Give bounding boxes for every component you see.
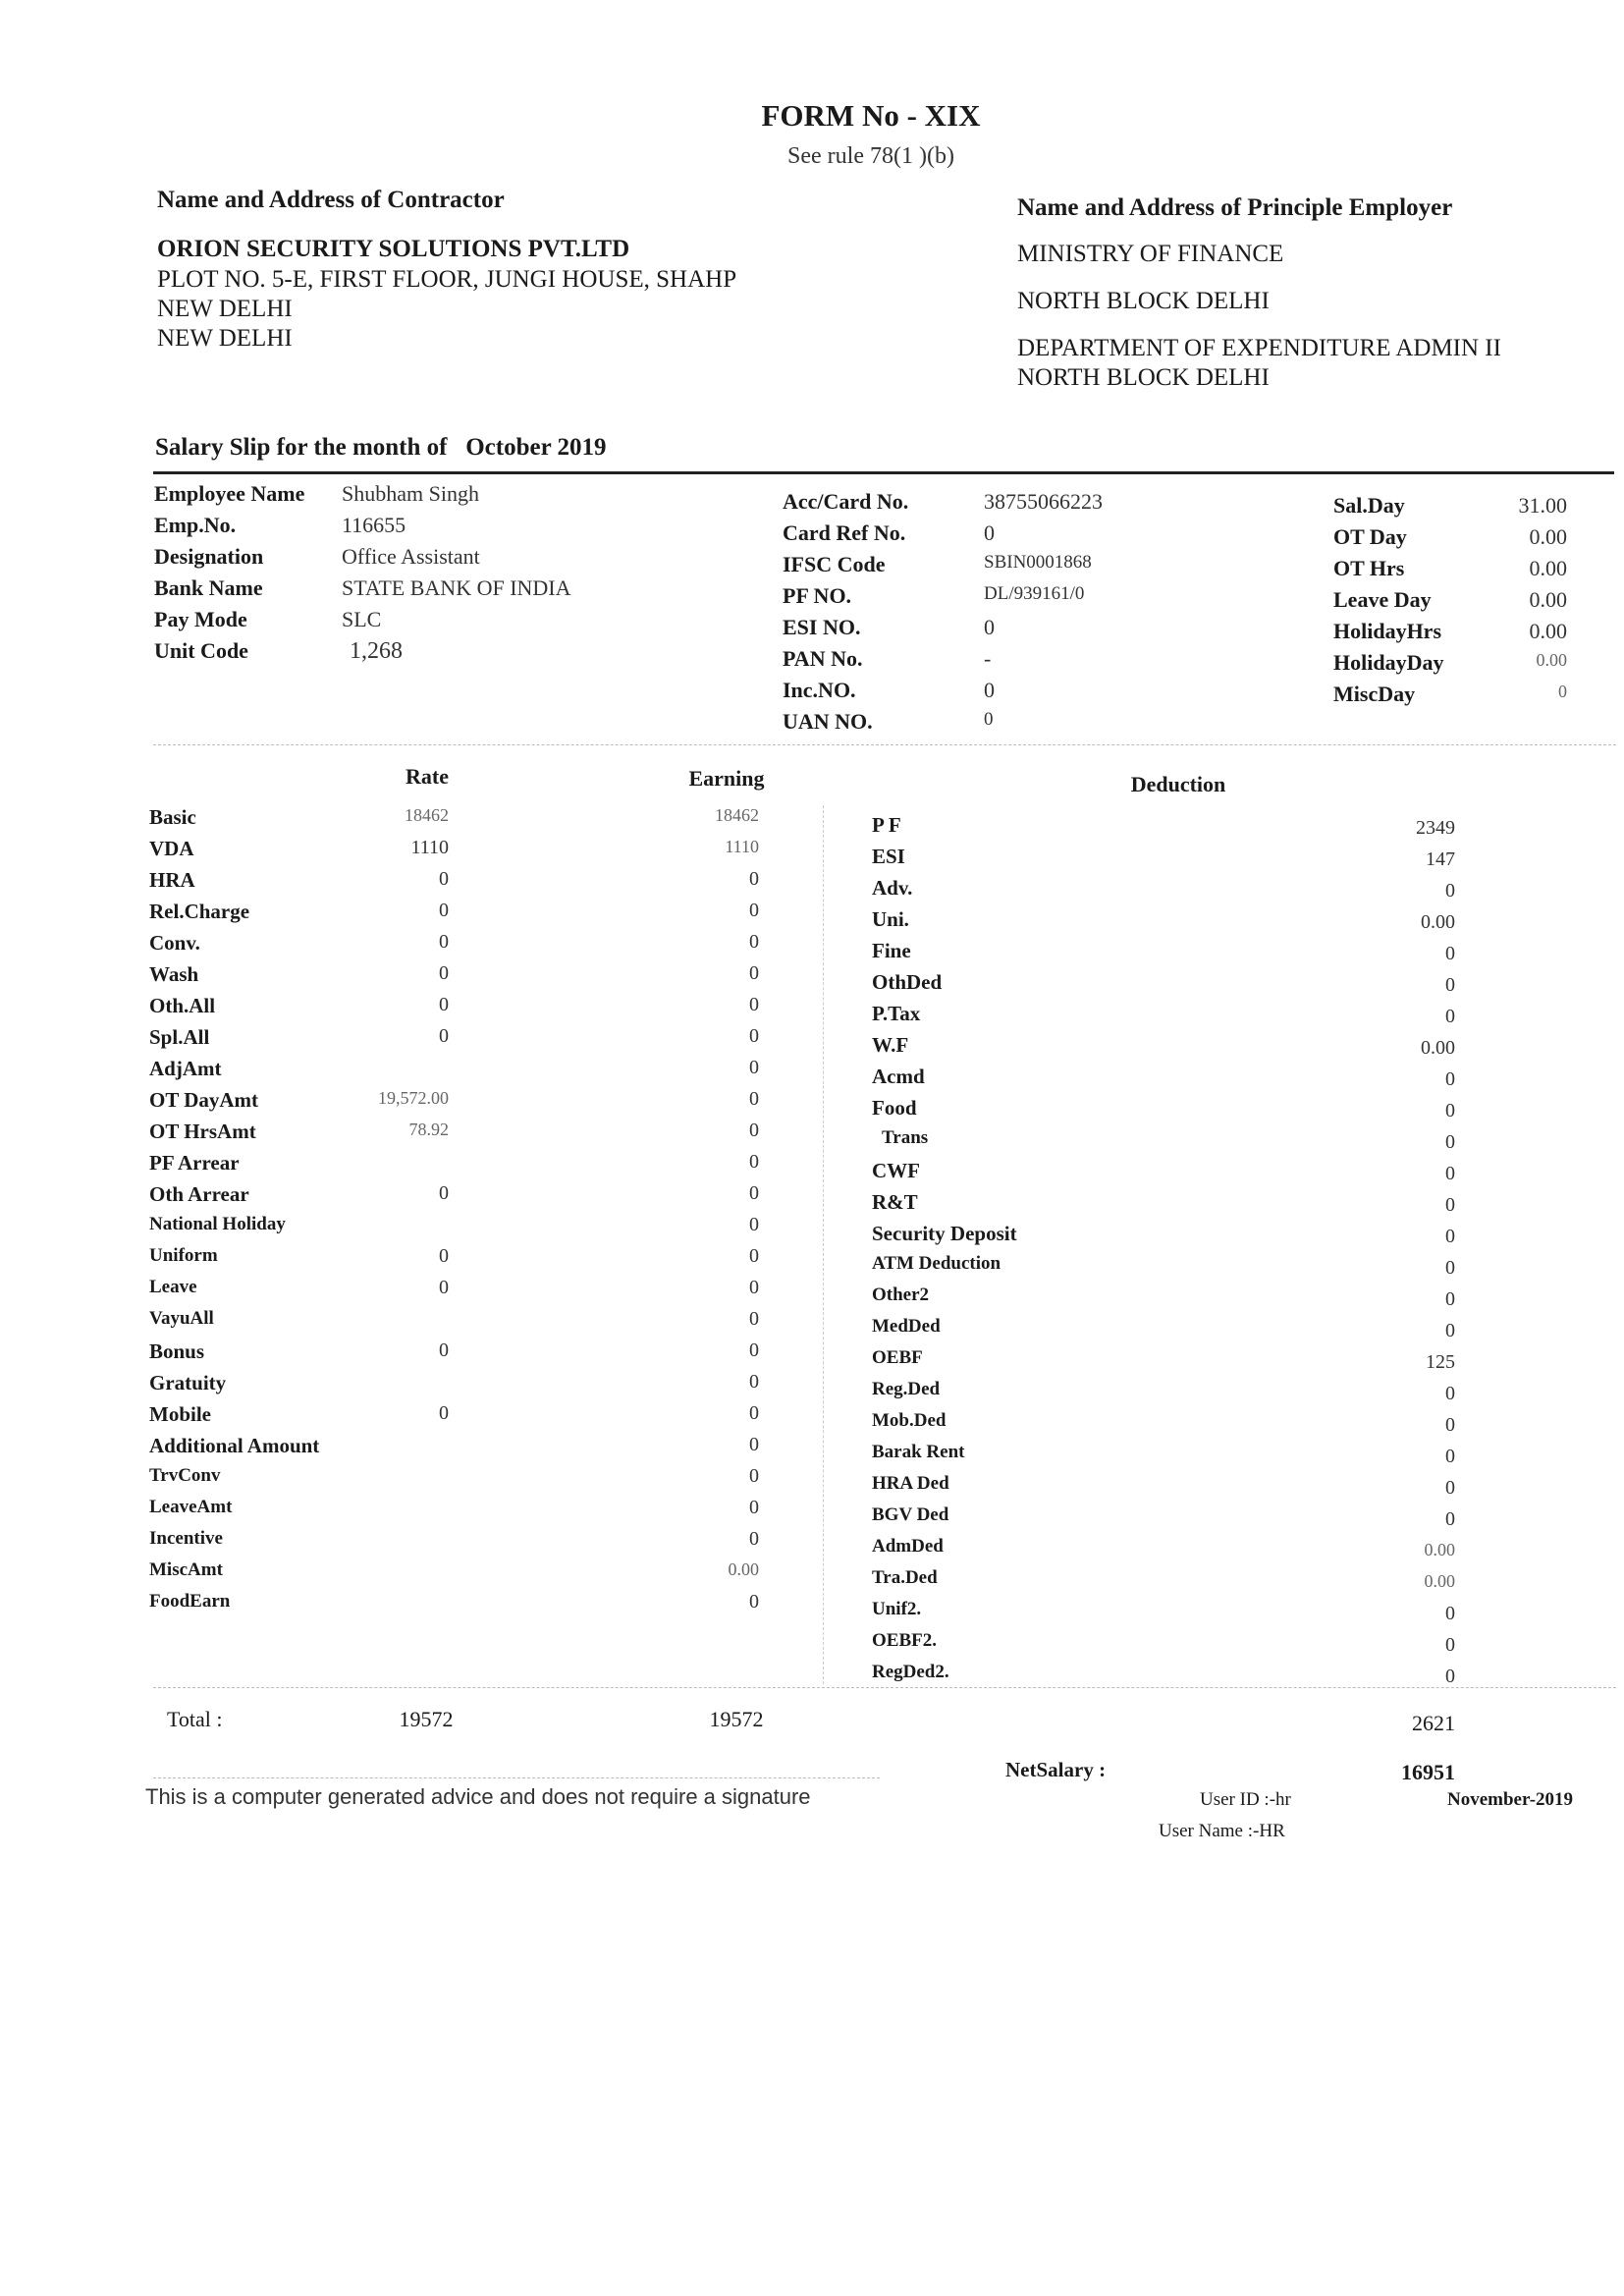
sal-day-value: 31.00 (1518, 493, 1567, 518)
earning-label: Oth.All (149, 994, 216, 1017)
earning-label: PF Arrear (149, 1151, 240, 1175)
earning-amount: 0 (749, 1497, 759, 1518)
deduction-label: BGV Ded (872, 1504, 949, 1525)
earning-label: Uniform (149, 1245, 218, 1266)
pay-mode-label: Pay Mode (154, 607, 247, 631)
section-divider (153, 744, 1616, 745)
earning-rate: 0 (439, 931, 449, 953)
earning-label: Wash (149, 962, 199, 986)
slip-divider (153, 471, 1614, 474)
principal-employer-line: MINISTRY OF FINANCE (1017, 241, 1284, 267)
earning-label: FoodEarn (149, 1591, 231, 1612)
leave-day-label: Leave Day (1333, 587, 1432, 612)
deduction-label: R&T (872, 1190, 918, 1214)
net-salary-value: 16951 (1401, 1760, 1455, 1784)
deduction-label: AdmDed (872, 1536, 944, 1557)
earning-amount: 0 (749, 1151, 759, 1173)
earning-label: TrvConv (149, 1465, 221, 1486)
earning-label: OT DayAmt (149, 1088, 259, 1112)
ifsc-code-label: IFSC Code (783, 552, 886, 576)
sal-day-label: Sal.Day (1333, 493, 1405, 518)
deduction-label: Uni. (872, 907, 909, 931)
employee-name-label: Employee Name (154, 481, 305, 506)
deduction-amount: 0 (1445, 1006, 1455, 1027)
deduction-amount: 0 (1445, 880, 1455, 902)
deduction-label: MedDed (872, 1316, 941, 1337)
earning-rate: 1110 (410, 837, 449, 858)
card-ref-no-value: 0 (984, 520, 995, 545)
deduction-label: Fine (872, 939, 911, 962)
earning-rate: 0 (439, 994, 449, 1015)
emp-no-label: Emp.No. (154, 513, 237, 537)
deduction-amount: 0 (1445, 974, 1455, 996)
card-ref-no-label: Card Ref No. (783, 520, 906, 545)
deduction-amount: 0 (1445, 1100, 1455, 1121)
earning-label: Additional Amount (149, 1434, 320, 1457)
deduction-amount: 0 (1445, 1068, 1455, 1090)
rate-column-header: Rate (406, 764, 449, 789)
inc-no-value: 0 (984, 678, 995, 702)
deduction-label: Security Deposit (872, 1222, 1017, 1245)
uan-no-value: 0 (984, 709, 994, 730)
deduction-amount: 0 (1445, 1383, 1455, 1404)
deduction-label: OthDed (872, 970, 943, 994)
leave-day-value: 0.00 (1529, 587, 1567, 612)
principal-employer-line: NORTH BLOCK DELHI (1017, 364, 1270, 391)
earning-rate: 0 (439, 1339, 449, 1361)
pan-no-label: PAN No. (783, 646, 863, 671)
footer-date: November-2019 (1447, 1789, 1574, 1810)
ot-hrs-label: OT Hrs (1333, 556, 1405, 580)
user-name: User Name :-HR (1159, 1821, 1285, 1841)
deduction-label: Adv. (872, 876, 913, 900)
earning-amount: 0 (749, 931, 759, 953)
user-id: User ID :-hr (1200, 1789, 1291, 1810)
earning-amount: 18462 (715, 805, 759, 825)
earning-amount: 0 (749, 1120, 759, 1141)
earning-amount: 0 (749, 1182, 759, 1204)
holiday-hrs-value: 0.00 (1529, 619, 1567, 643)
designation-label: Designation (154, 544, 264, 569)
earning-amount: 0 (749, 1245, 759, 1267)
ot-day-label: OT Day (1333, 524, 1407, 549)
earning-rate: 19,572.00 (378, 1088, 449, 1108)
holiday-day-label: HolidayDay (1333, 650, 1444, 675)
contractor-name: ORION SECURITY SOLUTIONS PVT.LTD (157, 236, 630, 262)
earning-column-header: Earning (688, 766, 765, 791)
deduction-amount: 147 (1426, 848, 1455, 870)
earning-rate: 18462 (405, 805, 449, 825)
column-separator (823, 805, 824, 1684)
acc-card-no-value: 38755066223 (984, 489, 1103, 514)
unit-code-label: Unit Code (154, 638, 248, 663)
footer-divider (153, 1777, 880, 1778)
deduction-label: ATM Deduction (872, 1253, 1001, 1274)
earning-amount: 0 (749, 1434, 759, 1455)
deduction-amount: 0.00 (1421, 1037, 1455, 1059)
earning-label: Incentive (149, 1528, 223, 1549)
bank-name-value: STATE BANK OF INDIA (342, 575, 571, 600)
deduction-label: Trans (882, 1127, 929, 1148)
deduction-amount: 0 (1445, 1446, 1455, 1467)
earning-label: Conv. (149, 931, 200, 955)
slip-title (155, 434, 607, 462)
earning-amount: 0 (749, 1088, 759, 1110)
deduction-amount: 0.00 (1424, 1571, 1455, 1591)
misc-day-value: 0 (1558, 682, 1567, 701)
ot-day-value: 0.00 (1529, 524, 1567, 549)
principal-employer-line: NORTH BLOCK DELHI (1017, 288, 1270, 314)
contractor-address-line: NEW DELHI (157, 325, 293, 352)
earning-rate: 0 (439, 1025, 449, 1047)
earning-label: LeaveAmt (149, 1497, 233, 1517)
principal-employer-label: Name and Address of Principle Employer (1017, 194, 1453, 221)
earning-amount: 0 (749, 962, 759, 984)
deduction-label: RegDed2. (872, 1662, 949, 1682)
earning-amount: 0 (749, 1528, 759, 1550)
form-title: FORM No - XIX (761, 98, 981, 133)
deduction-label: W.F (872, 1033, 909, 1057)
pan-no-value: - (984, 646, 992, 671)
earning-amount: 0 (749, 1057, 759, 1078)
unit-code-value: 1,268 (350, 638, 403, 664)
deduction-label: HRA Ded (872, 1473, 949, 1494)
deduction-label: Tra.Ded (872, 1567, 938, 1588)
earning-amount: 0 (749, 1025, 759, 1047)
deduction-label: Mob.Ded (872, 1410, 947, 1431)
deduction-amount: 0 (1445, 1257, 1455, 1279)
deduction-label: Reg.Ded (872, 1379, 941, 1399)
deduction-amount: 2349 (1416, 817, 1455, 839)
emp-no-value: 116655 (342, 513, 406, 537)
pf-no-value: DL/939161/0 (984, 583, 1085, 604)
earning-amount: 0 (749, 1465, 759, 1487)
bank-name-label: Bank Name (154, 575, 263, 600)
earning-amount: 0 (749, 868, 759, 890)
earning-rate: 0 (439, 1245, 449, 1267)
deduction-label: Unif2. (872, 1599, 922, 1619)
deduction-amount: 0 (1445, 943, 1455, 964)
misc-day-label: MiscDay (1333, 682, 1416, 706)
earning-label: VayuAll (149, 1308, 214, 1329)
totals-divider (153, 1687, 1616, 1688)
slip-period: October 2019 (465, 434, 607, 461)
earning-amount: 0 (749, 1591, 759, 1613)
contractor-address-line: PLOT NO. 5-E, FIRST FLOOR, JUNGI HOUSE, SHAHP (157, 266, 737, 293)
earning-label: Leave (149, 1277, 197, 1297)
earning-label: Bonus (149, 1339, 205, 1363)
deduction-amount: 0 (1445, 1320, 1455, 1341)
earning-rate: 0 (439, 900, 449, 921)
earning-amount: 0 (749, 1371, 759, 1393)
ifsc-code-value: SBIN0001868 (984, 552, 1092, 573)
earning-rate: 78.92 (408, 1120, 449, 1139)
deduction-label: Food (872, 1096, 917, 1120)
deduction-label: OEBF (872, 1347, 923, 1368)
earning-label: Oth Arrear (149, 1182, 249, 1206)
earning-rate: 0 (439, 868, 449, 890)
earning-rate: 0 (439, 962, 449, 984)
earning-amount: 0 (749, 1308, 759, 1330)
deduction-amount: 0.00 (1421, 911, 1455, 933)
earning-rate: 0 (439, 1277, 449, 1298)
form-rule: See rule 78(1 )(b) (787, 143, 954, 169)
pay-mode-value: SLC (342, 607, 382, 631)
slip-label: Salary Slip for the month of (155, 434, 448, 461)
deduction-amount: 0 (1445, 1414, 1455, 1436)
earning-amount: 0 (749, 1277, 759, 1298)
earning-rate: 0 (439, 1182, 449, 1204)
earning-amount: 0 (749, 1214, 759, 1235)
total-rate: 19572 (399, 1707, 454, 1731)
earning-label: National Holiday (149, 1214, 286, 1234)
deduction-amount: 0 (1445, 1634, 1455, 1656)
esi-no-label: ESI NO. (783, 615, 861, 639)
total-earning: 19572 (709, 1707, 764, 1731)
pf-no-label: PF NO. (783, 583, 852, 608)
deduction-label: ESI (872, 845, 905, 868)
designation-value: Office Assistant (342, 544, 480, 569)
earning-label: Spl.All (149, 1025, 210, 1049)
deduction-label: Barak Rent (872, 1442, 965, 1462)
deduction-amount: 0 (1445, 1288, 1455, 1310)
deduction-amount: 0 (1445, 1131, 1455, 1153)
earning-label: Mobile (149, 1402, 211, 1426)
deduction-label: Acmd (872, 1065, 925, 1088)
deduction-label: P F (872, 813, 901, 837)
uan-no-label: UAN NO. (783, 709, 873, 734)
employee-name-value: Shubham Singh (342, 481, 479, 506)
deduction-label: OEBF2. (872, 1630, 937, 1651)
deduction-amount: 0 (1445, 1603, 1455, 1624)
earning-amount: 0 (749, 1402, 759, 1424)
total-deduction: 2621 (1412, 1711, 1455, 1735)
net-salary-label: NetSalary : (1005, 1758, 1107, 1781)
deduction-amount: 0 (1445, 1666, 1455, 1687)
earning-amount: 1110 (725, 837, 759, 856)
ot-hrs-value: 0.00 (1529, 556, 1567, 580)
deduction-amount: 0 (1445, 1477, 1455, 1499)
earning-label: HRA (149, 868, 195, 892)
earning-amount: 0 (749, 900, 759, 921)
contractor-address (157, 265, 736, 354)
deduction-label: CWF (872, 1159, 920, 1182)
deduction-amount: 0 (1445, 1226, 1455, 1247)
deduction-amount: 0.00 (1424, 1540, 1455, 1559)
earning-label: AdjAmt (149, 1057, 222, 1080)
earning-label: VDA (149, 837, 194, 860)
earning-amount: 0 (749, 1339, 759, 1361)
inc-no-label: Inc.NO. (783, 678, 856, 702)
deduction-amount: 125 (1426, 1351, 1455, 1373)
deduction-amount: 0 (1445, 1194, 1455, 1216)
acc-card-no-label: Acc/Card No. (783, 489, 909, 514)
deduction-label: Other2 (872, 1285, 930, 1305)
earning-label: Basic (149, 805, 196, 829)
esi-no-value: 0 (984, 615, 995, 639)
earning-amount: 0 (749, 994, 759, 1015)
earning-rate: 0 (439, 1402, 449, 1424)
contractor-address-line: NEW DELHI (157, 296, 293, 322)
earning-label: OT HrsAmt (149, 1120, 256, 1143)
earning-label: Rel.Charge (149, 900, 250, 923)
deduction-amount: 0 (1445, 1163, 1455, 1184)
earning-label: MiscAmt (149, 1559, 223, 1580)
footer-note: This is a computer generated advice and does not require a signature (145, 1784, 811, 1809)
deduction-amount: 0 (1445, 1508, 1455, 1530)
holiday-hrs-label: HolidayHrs (1333, 619, 1442, 643)
contractor-label: Name and Address of Contractor (157, 187, 505, 213)
deduction-label: P.Tax (872, 1002, 921, 1025)
deduction-column-header: Deduction (1130, 772, 1226, 796)
principal-employer-line: DEPARTMENT OF EXPENDITURE ADMIN II (1017, 335, 1501, 361)
total-label: Total : (167, 1707, 223, 1731)
earning-amount: 0.00 (728, 1559, 759, 1579)
holiday-day-value: 0.00 (1536, 650, 1567, 670)
earning-label: Gratuity (149, 1371, 227, 1394)
